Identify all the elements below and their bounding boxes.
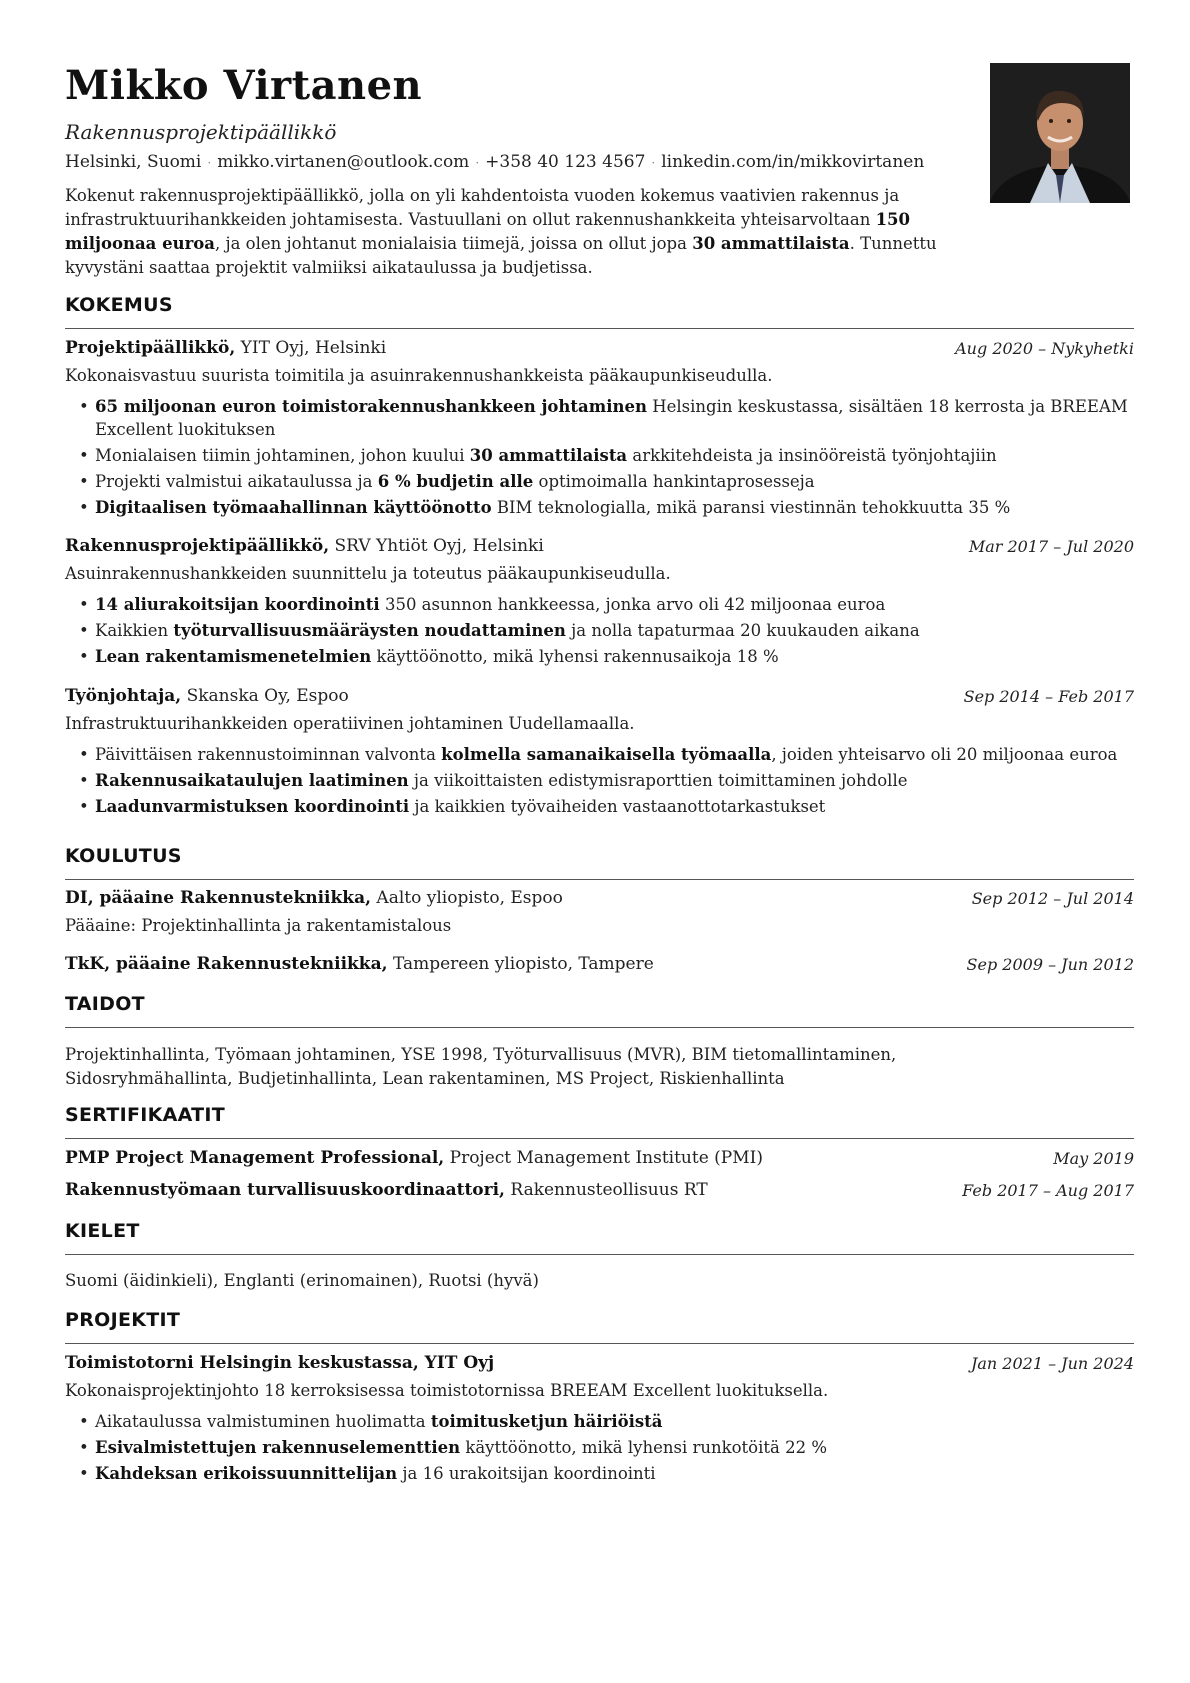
experience-heading [65,338,1134,362]
certification-title: PMP Project Management Professional, [65,1148,445,1168]
bullet-item [95,770,1134,793]
bullet-text: Monialaisen tiimin johtaminen, johon kuului [95,445,470,465]
section-title-languages: KIELET [65,1220,140,1242]
bullet-text: käyttöönotto, mikä lyhensi runkotöitä 22 % [460,1438,828,1457]
section-title-certifications: SERTIFIKAATIT [65,1104,226,1126]
bullet-highlight: toimitusketjun häiriöistä [430,1412,663,1431]
certification-entry [65,1180,1134,1204]
certification-date: May 2019 [1053,1149,1134,1168]
contact-phone[interactable]: +358 40 123 4567 [485,152,646,172]
experience-date: Mar 2017 – Jul 2020 [968,537,1134,556]
bullet-highlight: Lean rakentamismenetelmien [95,647,372,666]
bullet-text: Kaikkien [95,621,174,640]
contact-location: Helsinki, Suomi [65,152,202,172]
experience-date: Sep 2014 – Feb 2017 [963,687,1134,706]
school-name: Tampereen yliopisto, Tampere [392,954,654,974]
education-detail: Pääaine: Projektinhallinta ja rakentamistalous [65,916,452,935]
section-divider [65,1254,1134,1255]
bullet-item [95,471,1134,494]
project-heading [65,1353,1134,1377]
experience-description: Kokonaisvastuu suurista toimitila ja asuinrakennushankkeista pääkaupunkiseudulla. [65,366,773,385]
section-divider [65,879,1134,880]
bullet-highlight: Kahdeksan erikoissuunnittelijan [95,1464,398,1483]
bullet-text: ja viikoittaisten edistymisraporttien toimittaminen johdolle [408,771,908,790]
experience-description: Infrastruktuurihankkeiden operatiivinen johtaminen Uudellamaalla. [65,714,635,733]
experience-date: Aug 2020 – Nykyhetki [955,339,1134,358]
bullet-item [95,497,1134,520]
contact-separator: · [651,156,656,170]
bullet-item [95,620,1134,643]
section-title-experience: KOKEMUS [65,294,173,316]
project-title: Toimistotorni Helsingin keskustassa, YIT Oyj [65,1353,495,1373]
bullet-text: , joiden yhteisarvo oli 20 miljoonaa euroa [771,745,1118,764]
contact-line [65,152,924,172]
project-entry [65,1353,1134,1489]
projects-section [65,1309,1134,1344]
experience-entry [65,686,1134,822]
section-title-skills: TAIDOT [65,993,145,1015]
experience-title: Projektipäällikkö, [65,338,236,358]
certifications-section [65,1104,1134,1139]
degree-title: TkK, pääaine Rakennustekniikka, [65,954,388,974]
contact-linkedin[interactable]: linkedin.com/in/mikkovirtanen [661,152,925,172]
experience-title: Rakennusprojektipäällikkö, [65,536,330,556]
bullet-text: käyttöönotto, mikä lyhensi rakennusaikoja 18 % [371,647,779,666]
education-date: Sep 2012 – Jul 2014 [971,889,1134,908]
bullet-text: 350 asunnon hankkeessa, jonka arvo oli 42 miljoonaa euroa [379,595,886,614]
experience-achievements [65,744,1134,819]
section-title-projects: PROJEKTIT [65,1309,181,1331]
section-divider [65,328,1134,329]
resume-page [65,58,1134,1483]
contact-email[interactable]: mikko.virtanen@outlook.com [217,152,470,172]
bullet-item [95,1437,1134,1460]
section-divider [65,1343,1134,1344]
bullet-highlight: 6 % budjetin alle [377,471,534,491]
project-date: Jan 2021 – Jun 2024 [970,1354,1134,1373]
bullet-item [95,594,1134,617]
experience-achievements [65,396,1134,519]
education-section [65,845,1134,880]
languages-list: Suomi (äidinkieli), Englanti (erinomainen), Ruotsi (hyvä) [65,1271,539,1290]
bullet-text: arkkitehdeista ja insinööreistä työnjohtajiin [627,445,997,465]
experience-entry [65,536,1134,672]
contact-separator: · [207,156,212,170]
bullet-item [95,1463,1134,1486]
job-title: Rakennusprojektipäällikkö [65,120,337,144]
bullet-text: Päivittäisen rakennustoiminnan valvonta [95,745,442,764]
certification-title: Rakennustyömaan turvallisuuskoordinaattori, [65,1180,505,1200]
bullet-highlight: Rakennusaikataulujen laatiminen [95,771,409,790]
bullet-highlight: 30 ammattilaista [469,445,628,465]
bullet-highlight: Esivalmistettujen rakennuselementtien [95,1438,461,1457]
summary-text: Kokenut rakennusprojektipäällikkö, jolla on yli kahdentoista vuoden kokemus vaativien rakennus ja infrastruktuurihankkeiden johtamisesta. Vastuullani on ollut rakennushankkeita yhteisarvoltaan [65,186,900,229]
project-achievements [65,1411,1134,1486]
experience-heading [65,536,1134,560]
bullet-item [95,445,1134,468]
certification-date: Feb 2017 – Aug 2017 [962,1181,1134,1200]
candidate-name: Mikko Virtanen [65,62,423,109]
summary-text: , ja olen johtanut monialaisia tiimejä, joissa on ollut jopa [214,234,693,253]
bullet-item [95,1411,1134,1434]
profile-photo [990,63,1130,203]
certification-issuer: Rakennusteollisuus RT [510,1180,708,1200]
education-date: Sep 2009 – Jun 2012 [966,955,1134,974]
experience-entry [65,338,1134,523]
bullet-text: Projekti valmistui aikataulussa ja [95,471,378,491]
bullet-highlight: 14 aliurakoitsijan koordinointi [95,595,380,614]
bullet-highlight: Digitaalisen työmaahallinnan käyttöönotto [95,497,492,517]
certification-issuer: Project Management Institute (PMI) [449,1148,764,1168]
section-divider [65,1138,1134,1139]
profile-summary [65,184,945,280]
project-description: Kokonaisprojektinjohto 18 kerroksisessa toimistotornissa BREEAM Excellent luokituksella. [65,1381,829,1400]
portrait-image [990,63,1130,203]
bullet-text: ja kaikkien työvaiheiden vastaanottotarkastukset [409,797,826,816]
bullet-text: Aikataulussa valmistuminen huolimatta [95,1412,431,1431]
degree-title: DI, pääaine Rakennustekniikka, [65,888,372,908]
skills-section [65,993,1134,1028]
experience-title: Työnjohtaja, [65,686,182,706]
languages-section [65,1220,1134,1255]
skills-list: Projektinhallinta, Työmaan johtaminen, YSE 1998, Työturvallisuus (MVR), BIM tietomallintaminen, Sidosryhmähallinta, Budjetinhallinta, Lean rakentaminen, MS Project, Riskienhallinta [65,1045,897,1088]
bullet-item [95,796,1134,819]
experience-organization: SRV Yhtiöt Oyj, Helsinki [329,536,544,556]
bullet-text: ja nolla tapaturmaa 20 kuukauden aikana [565,621,920,640]
bullet-text: Helsingin keskustassa, sisältäen 18 kerrosta ja BREEAM Excellent luokituksen [95,397,1128,439]
experience-organization: YIT Oyj, Helsinki [235,338,387,358]
bullet-highlight: kolmella samanaikaisella työmaalla [441,745,772,764]
bullet-text: ja 16 urakoitsijan koordinointi [397,1464,656,1483]
summary-highlight: 30 ammattilaista [692,234,850,253]
section-title-education: KOULUTUS [65,845,182,867]
resume-header [65,58,1134,288]
bullet-item [95,646,1134,669]
bullet-highlight: työturvallisuusmääräysten noudattaminen [173,621,566,640]
education-entry [65,954,1134,978]
summary-highlight: 150 miljoonaa euroa [65,210,911,253]
bullet-text: BIM teknologialla, mikä paransi viestinnän tehokkuutta 35 % [491,497,1011,517]
experience-organization: Skanska Oy, Espoo [181,686,349,706]
bullet-highlight: 65 miljoonan euron toimistorakennushankkeen johtaminen [95,397,647,416]
experience-heading [65,686,1134,710]
experience-section [65,294,1134,329]
section-divider [65,1027,1134,1028]
bullet-item [95,744,1134,767]
school-name: Aalto yliopisto, Espoo [376,888,563,908]
bullet-text: optimoimalla hankintaprosesseja [533,471,815,491]
bullet-item [95,396,1134,441]
experience-description: Asuinrakennushankkeiden suunnittelu ja toteutus pääkaupunkiseudulla. [65,564,671,583]
summary-text: . Tunnettu kyvystäni saattaa projektit valmiiksi aikataulussa ja budjetissa. [65,234,937,277]
certification-entry [65,1148,1134,1172]
experience-achievements [65,594,1134,669]
education-entry [65,888,1134,938]
bullet-highlight: Laadunvarmistuksen koordinointi [95,797,410,816]
contact-separator: · [475,156,480,170]
